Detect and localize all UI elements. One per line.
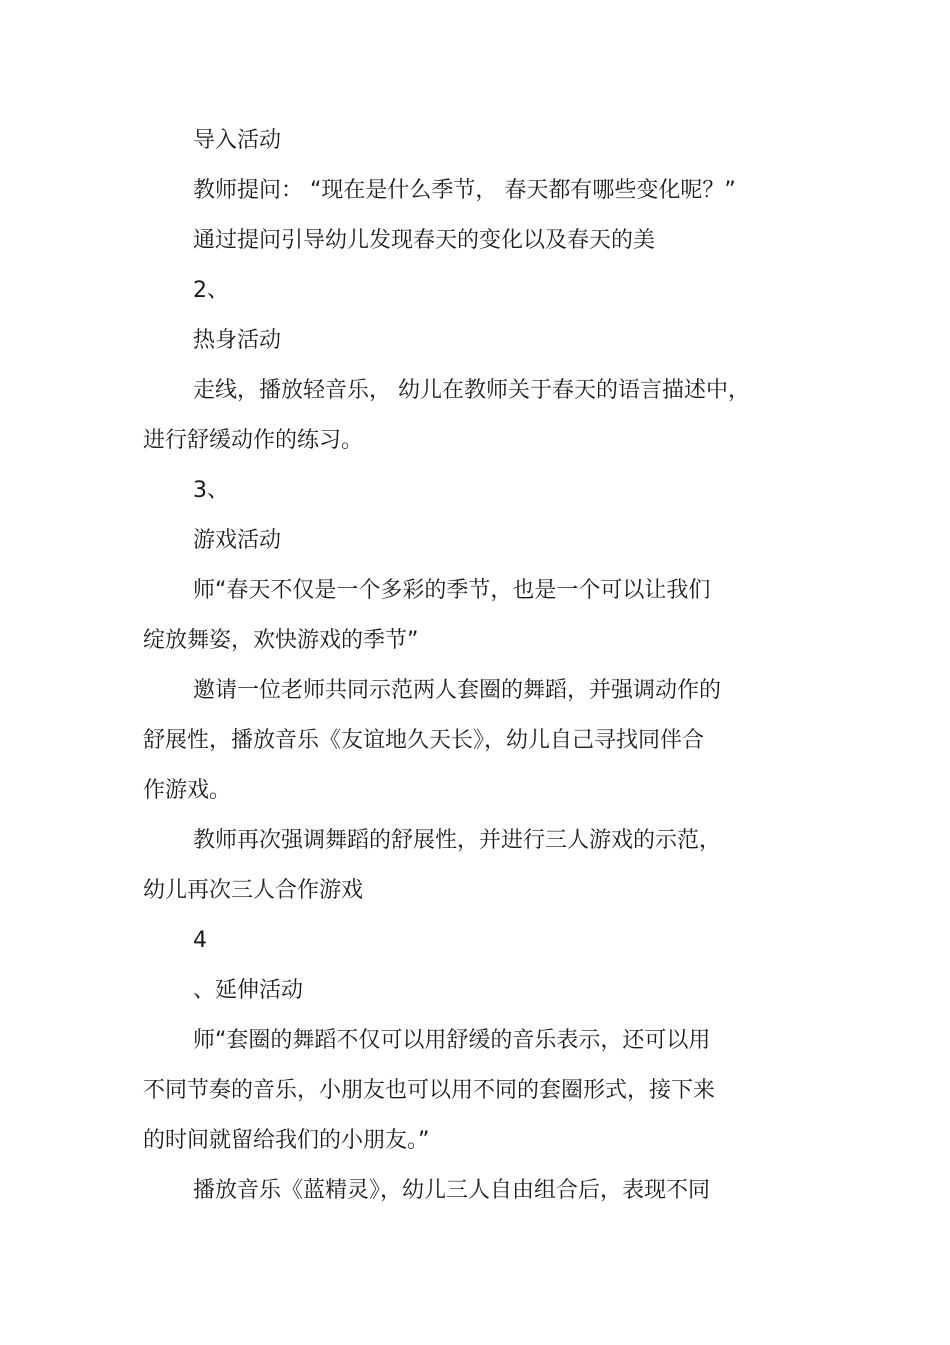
- section-number: 4: [193, 928, 207, 953]
- paragraph-line: 作游戏。: [143, 778, 232, 803]
- paragraph-line: 进行舒缓动作的练习。: [143, 428, 364, 453]
- paragraph-line: 的时间就留给我们的小朋友。”: [143, 1128, 430, 1153]
- paragraph-line: 幼儿再次三人合作游戏: [143, 878, 364, 903]
- section-heading-game: 游戏活动: [193, 528, 282, 553]
- paragraph-line: 舒展性，播放音乐《友谊地久天长》，幼儿自己寻找同伴合: [143, 728, 705, 753]
- section-heading-warmup: 热身活动: [193, 328, 282, 353]
- paragraph-line: 播放音乐《蓝精灵》，幼儿三人自由组合后，表现不同: [193, 1178, 711, 1203]
- paragraph-line: 师“套圈的舞蹈不仅可以用舒缓的音乐表示，还可以用: [193, 1028, 711, 1053]
- paragraph-line: 师“春天不仅是一个多彩的季节，也是一个可以让我们: [193, 578, 711, 603]
- paragraph-line: 教师再次强调舞蹈的舒展性，并进行三人游戏的示范，: [193, 828, 722, 853]
- paragraph-line: 走线，播放轻音乐， 幼儿在教师关于春天的语言描述中，: [193, 378, 750, 403]
- paragraph-line: 绽放舞姿，欢快游戏的季节”: [143, 628, 419, 653]
- paragraph-line: 邀请一位老师共同示范两人套圈的舞蹈，并强调动作的: [193, 678, 722, 703]
- paragraph-line: 不同节奏的音乐，小朋友也可以用不同的套圈形式，接下来: [143, 1078, 716, 1103]
- section-heading-intro: 导入活动: [193, 128, 282, 153]
- section-number: 2、: [193, 278, 229, 303]
- section-number: 3、: [193, 478, 229, 503]
- paragraph-line: 教师提问： “现在是什么季节， 春天都有哪些变化呢？”: [193, 178, 736, 203]
- section-heading-extension: 、延伸活动: [193, 978, 304, 1003]
- paragraph-line: 通过提问引导幼儿发现春天的变化以及春天的美: [193, 228, 656, 253]
